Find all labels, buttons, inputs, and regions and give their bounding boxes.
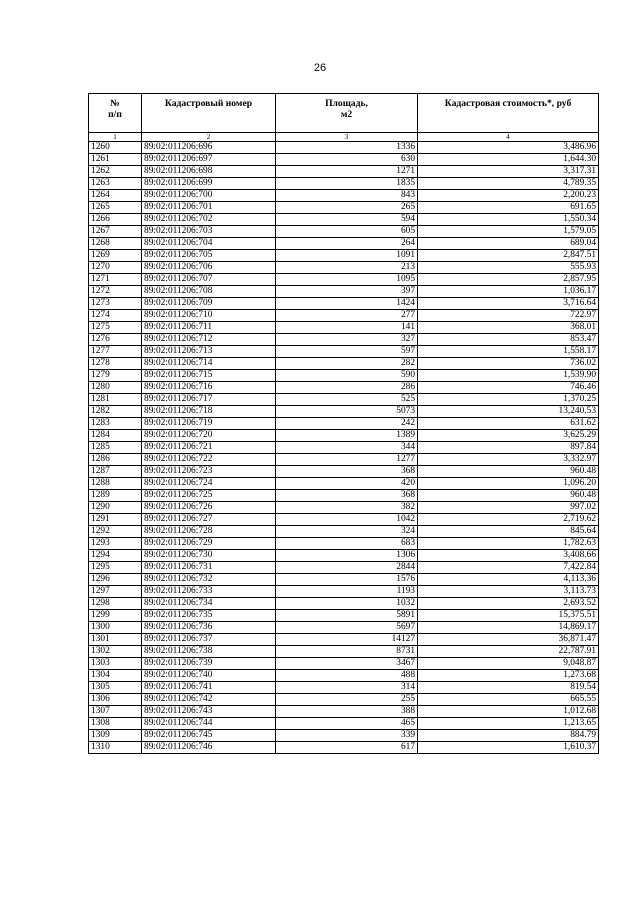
table-row — [89, 682, 599, 694]
area-cell: 1576 — [276, 574, 418, 586]
row-number-cell: 1308 — [89, 718, 142, 730]
cadastral-number-cell: 89:02:011206:696 — [142, 142, 276, 154]
cadastral-cost-cell: 1,610.37 — [418, 742, 599, 754]
table-row — [89, 442, 599, 454]
table-row — [89, 490, 599, 502]
table-row — [89, 214, 599, 226]
area-cell: 630 — [276, 154, 418, 166]
cadastral-cost-cell: 4,113.36 — [418, 574, 599, 586]
area-cell: 368 — [276, 490, 418, 502]
cadastral-cost-cell: 3,625.29 — [418, 430, 599, 442]
cadastral-number-cell: 89:02:011206:741 — [142, 682, 276, 694]
table-row — [89, 598, 599, 610]
row-number-cell: 1268 — [89, 238, 142, 250]
row-number-cell: 1285 — [89, 442, 142, 454]
table-row — [89, 550, 599, 562]
area-cell: 420 — [276, 478, 418, 490]
cadastral-cost-cell: 2,847.51 — [418, 250, 599, 262]
area-cell: 1424 — [276, 298, 418, 310]
table-row — [89, 226, 599, 238]
row-number-cell: 1269 — [89, 250, 142, 262]
cadastral-number-cell: 89:02:011206:710 — [142, 310, 276, 322]
area-cell: 5073 — [276, 406, 418, 418]
cadastral-cost-cell: 15,375.51 — [418, 610, 599, 622]
cadastral-number-cell: 89:02:011206:731 — [142, 562, 276, 574]
cadastral-cost-cell: 631.62 — [418, 418, 599, 430]
row-number-cell: 1272 — [89, 286, 142, 298]
row-number-cell: 1270 — [89, 262, 142, 274]
cadastral-cost-cell: 960.48 — [418, 490, 599, 502]
cadastral-number-cell: 89:02:011206:743 — [142, 706, 276, 718]
cadastral-cost-cell: 36,871.47 — [418, 634, 599, 646]
table-row — [89, 718, 599, 730]
area-cell: 843 — [276, 190, 418, 202]
row-number-cell: 1262 — [89, 166, 142, 178]
area-cell: 265 — [276, 202, 418, 214]
column-number: 4 — [418, 133, 599, 142]
row-number-cell: 1281 — [89, 394, 142, 406]
cadastral-number-cell: 89:02:011206:734 — [142, 598, 276, 610]
area-cell: 1095 — [276, 274, 418, 286]
row-number-cell: 1275 — [89, 322, 142, 334]
cadastral-cost-cell: 884.79 — [418, 730, 599, 742]
cadastral-cost-cell: 368.01 — [418, 322, 599, 334]
table-row — [89, 238, 599, 250]
area-cell: 1091 — [276, 250, 418, 262]
area-cell: 264 — [276, 238, 418, 250]
table-row — [89, 166, 599, 178]
cadastral-cost-cell: 1,579.05 — [418, 226, 599, 238]
area-cell: 5697 — [276, 622, 418, 634]
cadastral-cost-cell: 819.54 — [418, 682, 599, 694]
row-number-cell: 1283 — [89, 418, 142, 430]
table-row — [89, 634, 599, 646]
table-header-row — [89, 94, 599, 133]
cadastral-number-cell: 89:02:011206:718 — [142, 406, 276, 418]
row-number-cell: 1294 — [89, 550, 142, 562]
table-row — [89, 742, 599, 754]
area-cell: 465 — [276, 718, 418, 730]
area-cell: 605 — [276, 226, 418, 238]
cadastral-cost-cell: 689.04 — [418, 238, 599, 250]
cadastral-number-cell: 89:02:011206:707 — [142, 274, 276, 286]
cadastral-cost-cell: 960.48 — [418, 466, 599, 478]
area-cell: 339 — [276, 730, 418, 742]
table-row — [89, 670, 599, 682]
area-cell: 255 — [276, 694, 418, 706]
area-cell: 597 — [276, 346, 418, 358]
cadastral-number-cell: 89:02:011206:745 — [142, 730, 276, 742]
row-number-cell: 1298 — [89, 598, 142, 610]
cadastral-number-cell: 89:02:011206:714 — [142, 358, 276, 370]
area-cell: 617 — [276, 742, 418, 754]
row-number-cell: 1263 — [89, 178, 142, 190]
cadastral-cost-cell: 665.55 — [418, 694, 599, 706]
cadastral-number-cell: 89:02:011206:702 — [142, 214, 276, 226]
area-cell: 8731 — [276, 646, 418, 658]
row-number-cell: 1299 — [89, 610, 142, 622]
table-row — [89, 142, 599, 154]
cadastral-cost-cell: 1,644.30 — [418, 154, 599, 166]
header-area: Площадь, м2 — [276, 94, 418, 133]
cadastral-number-cell: 89:02:011206:724 — [142, 478, 276, 490]
cadastral-cost-cell: 1,273.68 — [418, 670, 599, 682]
table-row — [89, 334, 599, 346]
area-cell: 683 — [276, 538, 418, 550]
header-cadastral-cost: Кадастровая стоимость*, руб — [418, 94, 599, 133]
cadastral-number-cell: 89:02:011206:733 — [142, 586, 276, 598]
row-number-cell: 1301 — [89, 634, 142, 646]
table-row — [89, 466, 599, 478]
row-number-cell: 1280 — [89, 382, 142, 394]
table-row — [89, 370, 599, 382]
cadastral-number-cell: 89:02:011206:744 — [142, 718, 276, 730]
header-cadastral-number: Кадастровый номер — [142, 94, 276, 133]
table-row — [89, 502, 599, 514]
row-number-cell: 1293 — [89, 538, 142, 550]
area-cell: 344 — [276, 442, 418, 454]
table-row — [89, 322, 599, 334]
cadastral-cost-cell: 1,012.68 — [418, 706, 599, 718]
table-row — [89, 202, 599, 214]
row-number-cell: 1287 — [89, 466, 142, 478]
cadastral-number-cell: 89:02:011206:728 — [142, 526, 276, 538]
table-row — [89, 262, 599, 274]
cadastral-number-cell: 89:02:011206:727 — [142, 514, 276, 526]
row-number-cell: 1300 — [89, 622, 142, 634]
cadastral-number-cell: 89:02:011206:719 — [142, 418, 276, 430]
row-number-cell: 1291 — [89, 514, 142, 526]
cadastral-number-cell: 89:02:011206:746 — [142, 742, 276, 754]
cadastral-cost-cell: 3,486.96 — [418, 142, 599, 154]
row-number-cell: 1297 — [89, 586, 142, 598]
cadastral-cost-cell: 897.84 — [418, 442, 599, 454]
table-row — [89, 190, 599, 202]
table-row — [89, 730, 599, 742]
table-row — [89, 586, 599, 598]
cadastral-number-cell: 89:02:011206:713 — [142, 346, 276, 358]
cadastral-number-cell: 89:02:011206:742 — [142, 694, 276, 706]
area-cell: 277 — [276, 310, 418, 322]
area-cell: 590 — [276, 370, 418, 382]
cadastral-cost-cell: 3,113.73 — [418, 586, 599, 598]
cadastral-cost-cell: 1,782.63 — [418, 538, 599, 550]
area-cell: 1277 — [276, 454, 418, 466]
table-body — [89, 142, 599, 754]
header-row-number: № п/п — [89, 94, 142, 133]
area-cell: 1306 — [276, 550, 418, 562]
table-row — [89, 406, 599, 418]
cadastral-number-cell: 89:02:011206:715 — [142, 370, 276, 382]
cadastral-cost-cell: 4,789.35 — [418, 178, 599, 190]
row-number-cell: 1307 — [89, 706, 142, 718]
table-row — [89, 622, 599, 634]
row-number-cell: 1296 — [89, 574, 142, 586]
cadastral-number-cell: 89:02:011206:701 — [142, 202, 276, 214]
row-number-cell: 1302 — [89, 646, 142, 658]
area-cell: 1032 — [276, 598, 418, 610]
cadastral-number-cell: 89:02:011206:708 — [142, 286, 276, 298]
cadastral-cost-cell: 722.97 — [418, 310, 599, 322]
cadastral-table — [88, 93, 599, 754]
row-number-cell: 1304 — [89, 670, 142, 682]
row-number-cell: 1273 — [89, 298, 142, 310]
row-number-cell: 1266 — [89, 214, 142, 226]
table-row — [89, 646, 599, 658]
cadastral-cost-cell: 3,317.31 — [418, 166, 599, 178]
row-number-cell: 1305 — [89, 682, 142, 694]
cadastral-cost-cell: 845.64 — [418, 526, 599, 538]
row-number-cell: 1309 — [89, 730, 142, 742]
cadastral-number-cell: 89:02:011206:737 — [142, 634, 276, 646]
table-row — [89, 382, 599, 394]
cadastral-cost-cell: 997.02 — [418, 502, 599, 514]
area-cell: 324 — [276, 526, 418, 538]
table-row — [89, 250, 599, 262]
cadastral-cost-cell: 9,048.87 — [418, 658, 599, 670]
table-row — [89, 694, 599, 706]
table-row — [89, 358, 599, 370]
row-number-cell: 1277 — [89, 346, 142, 358]
row-number-cell: 1290 — [89, 502, 142, 514]
cadastral-number-cell: 89:02:011206:712 — [142, 334, 276, 346]
cadastral-cost-cell: 1,550.34 — [418, 214, 599, 226]
row-number-cell: 1306 — [89, 694, 142, 706]
area-cell: 327 — [276, 334, 418, 346]
area-cell: 594 — [276, 214, 418, 226]
cadastral-number-cell: 89:02:011206:706 — [142, 262, 276, 274]
table-row — [89, 346, 599, 358]
cadastral-cost-cell: 555.93 — [418, 262, 599, 274]
row-number-cell: 1303 — [89, 658, 142, 670]
row-number-cell: 1289 — [89, 490, 142, 502]
cadastral-number-cell: 89:02:011206:711 — [142, 322, 276, 334]
cadastral-cost-cell: 3,332.97 — [418, 454, 599, 466]
cadastral-cost-cell: 2,693.52 — [418, 598, 599, 610]
cadastral-cost-cell: 1,370.25 — [418, 394, 599, 406]
cadastral-number-cell: 89:02:011206:723 — [142, 466, 276, 478]
column-number-row — [89, 133, 599, 142]
cadastral-number-cell: 89:02:011206:717 — [142, 394, 276, 406]
area-cell: 382 — [276, 502, 418, 514]
table-row — [89, 574, 599, 586]
area-cell: 1271 — [276, 166, 418, 178]
table-row — [89, 526, 599, 538]
row-number-cell: 1265 — [89, 202, 142, 214]
area-cell: 1389 — [276, 430, 418, 442]
cadastral-cost-cell: 2,200.23 — [418, 190, 599, 202]
area-cell: 282 — [276, 358, 418, 370]
area-cell: 213 — [276, 262, 418, 274]
row-number-cell: 1284 — [89, 430, 142, 442]
row-number-cell: 1274 — [89, 310, 142, 322]
table-row — [89, 418, 599, 430]
table-row — [89, 274, 599, 286]
row-number-cell: 1286 — [89, 454, 142, 466]
area-cell: 141 — [276, 322, 418, 334]
cadastral-cost-cell: 1,036.17 — [418, 286, 599, 298]
table-row — [89, 430, 599, 442]
cadastral-cost-cell: 14,869.17 — [418, 622, 599, 634]
cadastral-number-cell: 89:02:011206:716 — [142, 382, 276, 394]
cadastral-cost-cell: 7,422.84 — [418, 562, 599, 574]
cadastral-number-cell: 89:02:011206:735 — [142, 610, 276, 622]
column-number: 1 — [89, 133, 142, 142]
cadastral-cost-cell: 1,213.65 — [418, 718, 599, 730]
cadastral-number-cell: 89:02:011206:721 — [142, 442, 276, 454]
area-cell: 2844 — [276, 562, 418, 574]
cadastral-number-cell: 89:02:011206:739 — [142, 658, 276, 670]
table-row — [89, 562, 599, 574]
row-number-cell: 1267 — [89, 226, 142, 238]
cadastral-number-cell: 89:02:011206:729 — [142, 538, 276, 550]
area-cell: 286 — [276, 382, 418, 394]
table-row — [89, 658, 599, 670]
cadastral-cost-cell: 3,408.66 — [418, 550, 599, 562]
cadastral-cost-cell: 1,539.90 — [418, 370, 599, 382]
area-cell: 1336 — [276, 142, 418, 154]
row-number-cell: 1261 — [89, 154, 142, 166]
cadastral-number-cell: 89:02:011206:726 — [142, 502, 276, 514]
table-row — [89, 154, 599, 166]
row-number-cell: 1264 — [89, 190, 142, 202]
cadastral-number-cell: 89:02:011206:709 — [142, 298, 276, 310]
cadastral-number-cell: 89:02:011206:698 — [142, 166, 276, 178]
cadastral-cost-cell: 3,716.64 — [418, 298, 599, 310]
cadastral-cost-cell: 2,857.95 — [418, 274, 599, 286]
cadastral-number-cell: 89:02:011206:725 — [142, 490, 276, 502]
cadastral-cost-cell: 22,787.91 — [418, 646, 599, 658]
table-row — [89, 514, 599, 526]
cadastral-number-cell: 89:02:011206:699 — [142, 178, 276, 190]
table-row — [89, 298, 599, 310]
page-number: 26 — [313, 62, 327, 74]
cadastral-cost-cell: 736.02 — [418, 358, 599, 370]
area-cell: 3467 — [276, 658, 418, 670]
table-row — [89, 706, 599, 718]
table-row — [89, 310, 599, 322]
area-cell: 525 — [276, 394, 418, 406]
cadastral-cost-cell: 1,558.17 — [418, 346, 599, 358]
cadastral-cost-cell: 853.47 — [418, 334, 599, 346]
row-number-cell: 1279 — [89, 370, 142, 382]
row-number-cell: 1271 — [89, 274, 142, 286]
cadastral-cost-cell: 13,240.53 — [418, 406, 599, 418]
cadastral-number-cell: 89:02:011206:732 — [142, 574, 276, 586]
row-number-cell: 1292 — [89, 526, 142, 538]
cadastral-number-cell: 89:02:011206:700 — [142, 190, 276, 202]
area-cell: 488 — [276, 670, 418, 682]
table-row — [89, 286, 599, 298]
row-number-cell: 1310 — [89, 742, 142, 754]
area-cell: 397 — [276, 286, 418, 298]
cadastral-number-cell: 89:02:011206:720 — [142, 430, 276, 442]
table-row — [89, 394, 599, 406]
cadastral-number-cell: 89:02:011206:738 — [142, 646, 276, 658]
row-number-cell: 1295 — [89, 562, 142, 574]
cadastral-number-cell: 89:02:011206:730 — [142, 550, 276, 562]
cadastral-number-cell: 89:02:011206:697 — [142, 154, 276, 166]
area-cell: 1835 — [276, 178, 418, 190]
column-number: 3 — [276, 133, 418, 142]
row-number-cell: 1260 — [89, 142, 142, 154]
cadastral-cost-cell: 746.46 — [418, 382, 599, 394]
column-number: 2 — [142, 133, 276, 142]
table-row — [89, 454, 599, 466]
area-cell: 5891 — [276, 610, 418, 622]
table-row — [89, 178, 599, 190]
row-number-cell: 1278 — [89, 358, 142, 370]
area-cell: 1042 — [276, 514, 418, 526]
cadastral-number-cell: 89:02:011206:703 — [142, 226, 276, 238]
cadastral-number-cell: 89:02:011206:704 — [142, 238, 276, 250]
cadastral-cost-cell: 2,719.62 — [418, 514, 599, 526]
table-row — [89, 610, 599, 622]
cadastral-number-cell: 89:02:011206:740 — [142, 670, 276, 682]
row-number-cell: 1276 — [89, 334, 142, 346]
table-row — [89, 538, 599, 550]
cadastral-number-cell: 89:02:011206:722 — [142, 454, 276, 466]
area-cell: 242 — [276, 418, 418, 430]
area-cell: 14127 — [276, 634, 418, 646]
area-cell: 314 — [276, 682, 418, 694]
row-number-cell: 1282 — [89, 406, 142, 418]
cadastral-cost-cell: 691.65 — [418, 202, 599, 214]
area-cell: 368 — [276, 466, 418, 478]
area-cell: 1193 — [276, 586, 418, 598]
area-cell: 388 — [276, 706, 418, 718]
cadastral-number-cell: 89:02:011206:736 — [142, 622, 276, 634]
row-number-cell: 1288 — [89, 478, 142, 490]
cadastral-cost-cell: 1,096.20 — [418, 478, 599, 490]
cadastral-number-cell: 89:02:011206:705 — [142, 250, 276, 262]
table-row — [89, 478, 599, 490]
